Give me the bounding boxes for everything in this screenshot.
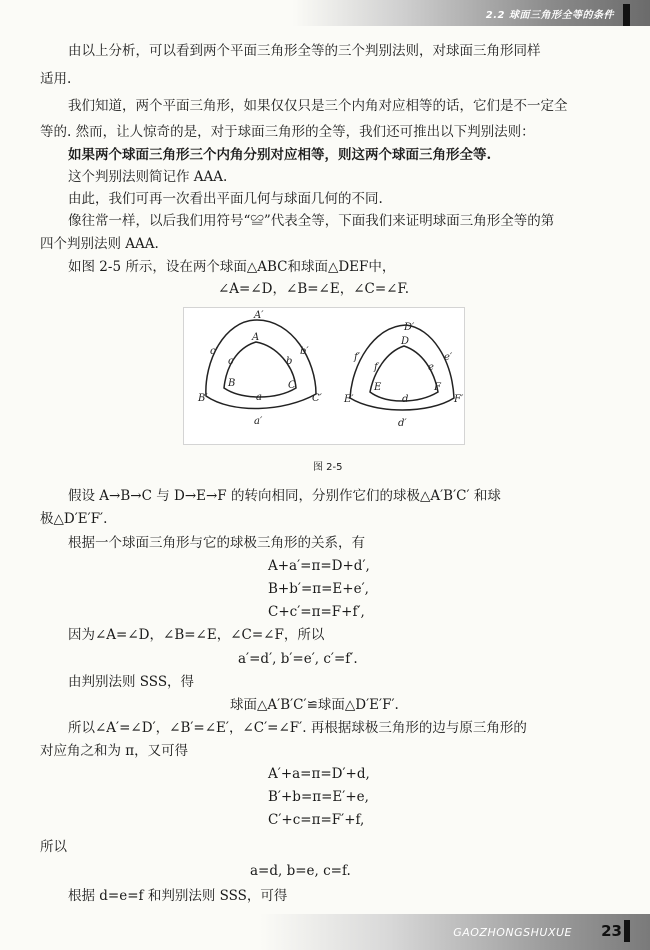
label-outer-side-d: d′ [398,418,407,429]
label-outer-vertex-3: C′ [312,393,322,404]
label-inner-vertex-1: D [401,336,410,347]
label-inner-side-a: a [256,392,262,403]
text-line: 所以∠A′=∠D′，∠B′=∠E′，∠C′=∠F′. 再根据球极三角形的边与原三角形的 [68,720,527,736]
label-inner-side-f: f [374,362,378,373]
text-line: 等的. 然而，让人惊奇的是，对于球面三角形的全等，我们还可推出以下判别法则： [40,124,535,140]
equation-line: B′+b=π=E′+e, [268,789,369,805]
label-outer-vertex-3: F′ [454,394,464,405]
text-line: 极△D′E′F′. [40,511,108,527]
running-header: 2.2 球面三角形全等的条件 [485,10,614,21]
text-line: 因为∠A=∠D，∠B=∠E，∠C=∠F，所以 [68,627,325,643]
label-outer-vertex-2: B′ [198,393,208,404]
text-line: 所以 [40,839,67,855]
text-line: 根据一个球面三角形与它的球极三角形的关系，有 [68,535,365,551]
label-inner-vertex-2: B [228,378,236,389]
figure-caption: 图 2-5 [313,462,343,473]
page-number: 23 [601,922,622,940]
text-line: 由判别法则 SSS，得 [68,674,195,690]
label-inner-side-c: c [228,356,234,367]
equation-line: C′+c=π=F′+f, [268,812,365,828]
figure-2-5 [183,307,465,445]
text-line: 我们知道，两个平面三角形，如果仅仅只是三个内角对应相等的话，它们是不一定全 [68,98,568,114]
text-line: 这个判别法则简记作 AAA. [68,169,228,185]
label-outer-side-b: b′ [300,346,309,357]
equation-line: A′+a=π=D′+d, [268,766,370,782]
label-outer-vertex-1: D′ [404,322,415,333]
bold-statement: 如果两个球面三角形三个内角分别对应相等，则这两个球面三角形全等. [68,147,492,163]
label-inner-vertex-3: C [288,380,296,391]
text-line: 四个判别法则 AAA. [40,236,159,252]
text-line: 由此，我们可再一次看出平面几何与球面几何的不同. [68,191,383,207]
equation-line: a=d, b=e, c=f. [250,863,351,879]
equation-line: 球面△A′B′C′≌球面△D′E′F′. [230,697,399,713]
label-outer-side-e: e′ [444,352,453,363]
text-line: 由以上分析，可以看到两个平面三角形全等的三个判别法则，对球面三角形同样 [68,43,541,59]
label-inner-side-d: d [402,394,409,405]
text-line: 根据 d=e=f 和判别法则 SSS，可得 [68,888,288,904]
label-outer-vertex-1: A′ [254,310,264,321]
equation-line: ∠A=∠D，∠B=∠E，∠C=∠F. [218,281,410,297]
footer-marker [624,920,630,942]
label-outer-side-c: c′ [210,346,218,357]
equation-line: C+c′=π=F+f′, [268,604,365,620]
label-inner-vertex-2: E [374,382,382,393]
equation-line: A+a′=π=D+d′, [268,558,370,574]
equation-line: a′=d′, b′=e′, c′=f′. [238,651,358,667]
label-inner-vertex-3: F [434,382,441,393]
text-line: 适用. [40,71,72,87]
text-line: 像往常一样，以后我们用符号“≌”代表全等，下面我们来证明球面三角形全等的第 [68,213,555,229]
label-outer-side-a: a′ [254,416,263,427]
footer-series: GAOZHONGSHUXUE [453,926,572,939]
label-outer-vertex-2: E′ [344,394,354,405]
label-inner-side-b: b [286,356,293,367]
text-line: 如图 2-5 所示，设在两个球面△ABC和球面△DEF中， [68,259,396,275]
text-line: 对应角之和为 π，又可得 [40,743,189,759]
label-inner-vertex-1: A [252,332,260,343]
text-line: 假设 A→B→C 与 D→E→F 的转向相同，分别作它们的球极△A′B′C′ 和球 [68,488,501,504]
label-outer-side-f: f′ [354,352,360,363]
header-marker [623,4,630,26]
equation-line: B+b′=π=E+e′, [268,581,369,597]
label-inner-side-e: e [428,362,434,373]
